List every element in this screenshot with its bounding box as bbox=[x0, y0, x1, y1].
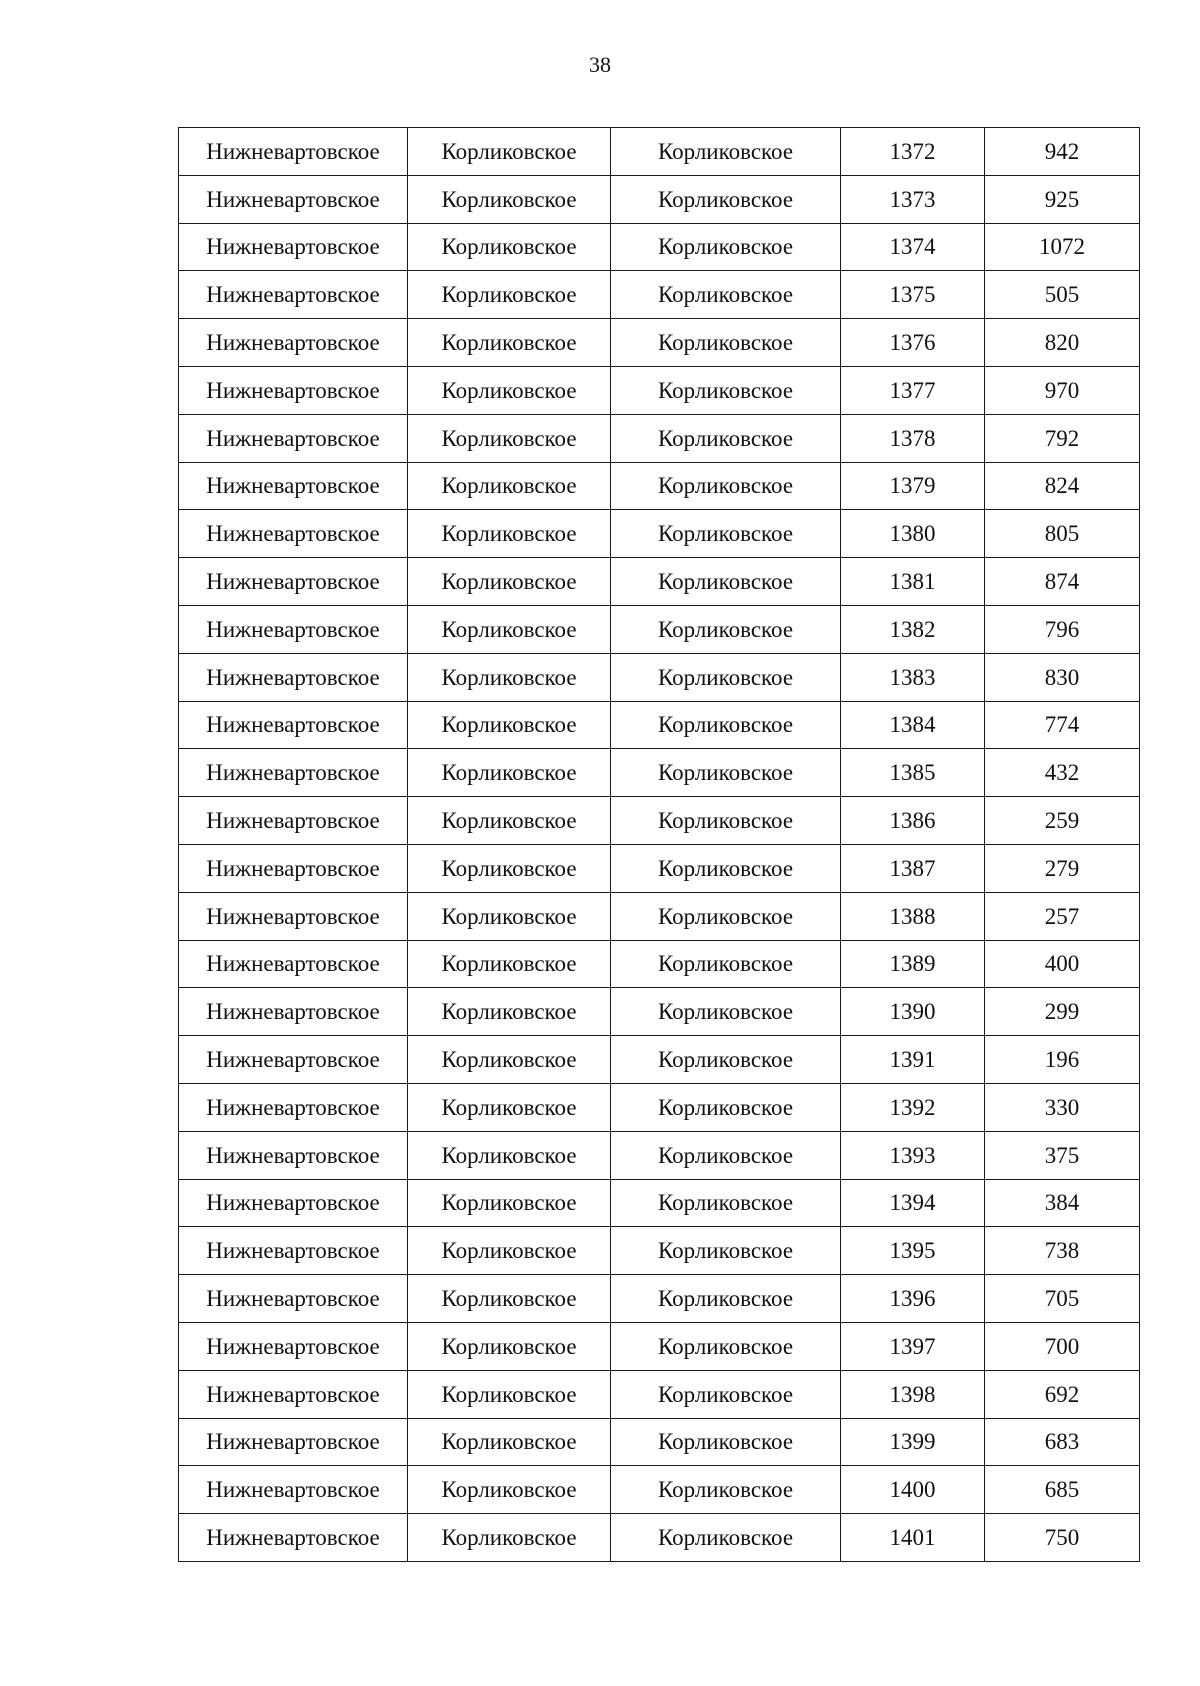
field-cell: Корликовское bbox=[611, 988, 841, 1036]
district-cell: Нижневартовское bbox=[179, 1179, 408, 1227]
value-cell: 820 bbox=[985, 319, 1140, 367]
settlement-cell: Корликовское bbox=[408, 653, 611, 701]
field-cell: Корликовское bbox=[611, 1370, 841, 1418]
field-cell: Корликовское bbox=[611, 892, 841, 940]
number-cell: 1374 bbox=[841, 223, 985, 271]
table-row bbox=[179, 1514, 1140, 1562]
value-cell: 925 bbox=[985, 175, 1140, 223]
district-cell: Нижневартовское bbox=[179, 940, 408, 988]
table-row bbox=[179, 988, 1140, 1036]
number-cell: 1385 bbox=[841, 749, 985, 797]
settlement-cell: Корликовское bbox=[408, 1036, 611, 1084]
field-cell: Корликовское bbox=[611, 510, 841, 558]
settlement-cell: Корликовское bbox=[408, 1131, 611, 1179]
number-cell: 1382 bbox=[841, 605, 985, 653]
value-cell: 705 bbox=[985, 1275, 1140, 1323]
table-row bbox=[179, 653, 1140, 701]
value-cell: 830 bbox=[985, 653, 1140, 701]
value-cell: 375 bbox=[985, 1131, 1140, 1179]
district-cell: Нижневартовское bbox=[179, 1275, 408, 1323]
value-cell: 824 bbox=[985, 462, 1140, 510]
district-cell: Нижневартовское bbox=[179, 749, 408, 797]
district-cell: Нижневартовское bbox=[179, 797, 408, 845]
settlement-cell: Корликовское bbox=[408, 1418, 611, 1466]
table-row bbox=[179, 271, 1140, 319]
table-row bbox=[179, 128, 1140, 176]
number-cell: 1379 bbox=[841, 462, 985, 510]
number-cell: 1400 bbox=[841, 1466, 985, 1514]
number-cell: 1392 bbox=[841, 1083, 985, 1131]
number-cell: 1387 bbox=[841, 844, 985, 892]
field-cell: Корликовское bbox=[611, 223, 841, 271]
field-cell: Корликовское bbox=[611, 1227, 841, 1275]
value-cell: 796 bbox=[985, 605, 1140, 653]
district-cell: Нижневартовское bbox=[179, 1370, 408, 1418]
field-cell: Корликовское bbox=[611, 1036, 841, 1084]
settlement-cell: Корликовское bbox=[408, 1179, 611, 1227]
number-cell: 1394 bbox=[841, 1179, 985, 1227]
settlement-cell: Корликовское bbox=[408, 558, 611, 606]
field-cell: Корликовское bbox=[611, 1466, 841, 1514]
settlement-cell: Корликовское bbox=[408, 1466, 611, 1514]
number-cell: 1372 bbox=[841, 128, 985, 176]
settlement-cell: Корликовское bbox=[408, 271, 611, 319]
district-cell: Нижневартовское bbox=[179, 366, 408, 414]
district-cell: Нижневартовское bbox=[179, 1131, 408, 1179]
value-cell: 400 bbox=[985, 940, 1140, 988]
field-cell: Корликовское bbox=[611, 1275, 841, 1323]
settlement-cell: Корликовское bbox=[408, 462, 611, 510]
value-cell: 299 bbox=[985, 988, 1140, 1036]
settlement-cell: Корликовское bbox=[408, 988, 611, 1036]
value-cell: 700 bbox=[985, 1322, 1140, 1370]
number-cell: 1384 bbox=[841, 701, 985, 749]
settlement-cell: Корликовское bbox=[408, 844, 611, 892]
number-cell: 1398 bbox=[841, 1370, 985, 1418]
data-table bbox=[178, 127, 1140, 1562]
page-number: 38 bbox=[589, 52, 611, 77]
table-row bbox=[179, 844, 1140, 892]
field-cell: Корликовское bbox=[611, 605, 841, 653]
field-cell: Корликовское bbox=[611, 701, 841, 749]
value-cell: 196 bbox=[985, 1036, 1140, 1084]
number-cell: 1381 bbox=[841, 558, 985, 606]
table-row bbox=[179, 892, 1140, 940]
table-row bbox=[179, 605, 1140, 653]
district-cell: Нижневартовское bbox=[179, 1514, 408, 1562]
field-cell: Корликовское bbox=[611, 1418, 841, 1466]
table-row bbox=[179, 1036, 1140, 1084]
table-row bbox=[179, 1083, 1140, 1131]
number-cell: 1393 bbox=[841, 1131, 985, 1179]
number-cell: 1378 bbox=[841, 414, 985, 462]
settlement-cell: Корликовское bbox=[408, 701, 611, 749]
district-cell: Нижневартовское bbox=[179, 223, 408, 271]
field-cell: Корликовское bbox=[611, 462, 841, 510]
table-row bbox=[179, 1179, 1140, 1227]
district-cell: Нижневартовское bbox=[179, 462, 408, 510]
table-body bbox=[179, 128, 1140, 1562]
district-cell: Нижневартовское bbox=[179, 892, 408, 940]
number-cell: 1388 bbox=[841, 892, 985, 940]
field-cell: Корликовское bbox=[611, 1514, 841, 1562]
settlement-cell: Корликовское bbox=[408, 605, 611, 653]
settlement-cell: Корликовское bbox=[408, 797, 611, 845]
settlement-cell: Корликовское bbox=[408, 414, 611, 462]
settlement-cell: Корликовское bbox=[408, 1275, 611, 1323]
value-cell: 942 bbox=[985, 128, 1140, 176]
district-cell: Нижневартовское bbox=[179, 414, 408, 462]
settlement-cell: Корликовское bbox=[408, 1083, 611, 1131]
value-cell: 505 bbox=[985, 271, 1140, 319]
value-cell: 874 bbox=[985, 558, 1140, 606]
value-cell: 970 bbox=[985, 366, 1140, 414]
number-cell: 1380 bbox=[841, 510, 985, 558]
settlement-cell: Корликовское bbox=[408, 175, 611, 223]
settlement-cell: Корликовское bbox=[408, 319, 611, 367]
table-row bbox=[179, 366, 1140, 414]
number-cell: 1375 bbox=[841, 271, 985, 319]
district-cell: Нижневартовское bbox=[179, 319, 408, 367]
table-row bbox=[179, 1370, 1140, 1418]
settlement-cell: Корликовское bbox=[408, 940, 611, 988]
field-cell: Корликовское bbox=[611, 558, 841, 606]
value-cell: 774 bbox=[985, 701, 1140, 749]
table-row bbox=[179, 462, 1140, 510]
number-cell: 1383 bbox=[841, 653, 985, 701]
field-cell: Корликовское bbox=[611, 1131, 841, 1179]
table-row bbox=[179, 749, 1140, 797]
settlement-cell: Корликовское bbox=[408, 1227, 611, 1275]
settlement-cell: Корликовское bbox=[408, 223, 611, 271]
table-row bbox=[179, 414, 1140, 462]
settlement-cell: Корликовское bbox=[408, 510, 611, 558]
district-cell: Нижневартовское bbox=[179, 1322, 408, 1370]
value-cell: 257 bbox=[985, 892, 1140, 940]
district-cell: Нижневартовское bbox=[179, 605, 408, 653]
table-row bbox=[179, 1275, 1140, 1323]
value-cell: 683 bbox=[985, 1418, 1140, 1466]
number-cell: 1396 bbox=[841, 1275, 985, 1323]
value-cell: 259 bbox=[985, 797, 1140, 845]
settlement-cell: Корликовское bbox=[408, 128, 611, 176]
table-row bbox=[179, 175, 1140, 223]
number-cell: 1395 bbox=[841, 1227, 985, 1275]
field-cell: Корликовское bbox=[611, 797, 841, 845]
field-cell: Корликовское bbox=[611, 319, 841, 367]
field-cell: Корликовское bbox=[611, 940, 841, 988]
table-row bbox=[179, 319, 1140, 367]
number-cell: 1390 bbox=[841, 988, 985, 1036]
number-cell: 1376 bbox=[841, 319, 985, 367]
district-cell: Нижневартовское bbox=[179, 988, 408, 1036]
number-cell: 1401 bbox=[841, 1514, 985, 1562]
value-cell: 738 bbox=[985, 1227, 1140, 1275]
district-cell: Нижневартовское bbox=[179, 1083, 408, 1131]
table-row bbox=[179, 701, 1140, 749]
field-cell: Корликовское bbox=[611, 128, 841, 176]
table-row bbox=[179, 1131, 1140, 1179]
field-cell: Корликовское bbox=[611, 749, 841, 797]
district-cell: Нижневартовское bbox=[179, 128, 408, 176]
value-cell: 384 bbox=[985, 1179, 1140, 1227]
settlement-cell: Корликовское bbox=[408, 1322, 611, 1370]
district-cell: Нижневартовское bbox=[179, 701, 408, 749]
field-cell: Корликовское bbox=[611, 366, 841, 414]
number-cell: 1397 bbox=[841, 1322, 985, 1370]
district-cell: Нижневартовское bbox=[179, 1418, 408, 1466]
district-cell: Нижневартовское bbox=[179, 1466, 408, 1514]
settlement-cell: Корликовское bbox=[408, 892, 611, 940]
settlement-cell: Корликовское bbox=[408, 366, 611, 414]
value-cell: 805 bbox=[985, 510, 1140, 558]
value-cell: 279 bbox=[985, 844, 1140, 892]
table-row bbox=[179, 940, 1140, 988]
number-cell: 1373 bbox=[841, 175, 985, 223]
value-cell: 330 bbox=[985, 1083, 1140, 1131]
value-cell: 692 bbox=[985, 1370, 1140, 1418]
district-cell: Нижневартовское bbox=[179, 1036, 408, 1084]
table-row bbox=[179, 510, 1140, 558]
field-cell: Корликовское bbox=[611, 653, 841, 701]
table-row bbox=[179, 1322, 1140, 1370]
district-cell: Нижневартовское bbox=[179, 271, 408, 319]
number-cell: 1386 bbox=[841, 797, 985, 845]
district-cell: Нижневартовское bbox=[179, 844, 408, 892]
table-row bbox=[179, 1227, 1140, 1275]
value-cell: 792 bbox=[985, 414, 1140, 462]
table-row bbox=[179, 1466, 1140, 1514]
value-cell: 750 bbox=[985, 1514, 1140, 1562]
settlement-cell: Корликовское bbox=[408, 1370, 611, 1418]
field-cell: Корликовское bbox=[611, 271, 841, 319]
table-row bbox=[179, 1418, 1140, 1466]
table-row bbox=[179, 797, 1140, 845]
number-cell: 1399 bbox=[841, 1418, 985, 1466]
district-cell: Нижневартовское bbox=[179, 1227, 408, 1275]
district-cell: Нижневартовское bbox=[179, 653, 408, 701]
field-cell: Корликовское bbox=[611, 1083, 841, 1131]
field-cell: Корликовское bbox=[611, 414, 841, 462]
district-cell: Нижневартовское bbox=[179, 558, 408, 606]
settlement-cell: Корликовское bbox=[408, 1514, 611, 1562]
field-cell: Корликовское bbox=[611, 844, 841, 892]
value-cell: 1072 bbox=[985, 223, 1140, 271]
field-cell: Корликовское bbox=[611, 1322, 841, 1370]
value-cell: 432 bbox=[985, 749, 1140, 797]
table-row bbox=[179, 223, 1140, 271]
settlement-cell: Корликовское bbox=[408, 749, 611, 797]
field-cell: Корликовское bbox=[611, 175, 841, 223]
number-cell: 1389 bbox=[841, 940, 985, 988]
table-row bbox=[179, 558, 1140, 606]
number-cell: 1377 bbox=[841, 366, 985, 414]
field-cell: Корликовское bbox=[611, 1179, 841, 1227]
value-cell: 685 bbox=[985, 1466, 1140, 1514]
district-cell: Нижневартовское bbox=[179, 510, 408, 558]
district-cell: Нижневартовское bbox=[179, 175, 408, 223]
number-cell: 1391 bbox=[841, 1036, 985, 1084]
